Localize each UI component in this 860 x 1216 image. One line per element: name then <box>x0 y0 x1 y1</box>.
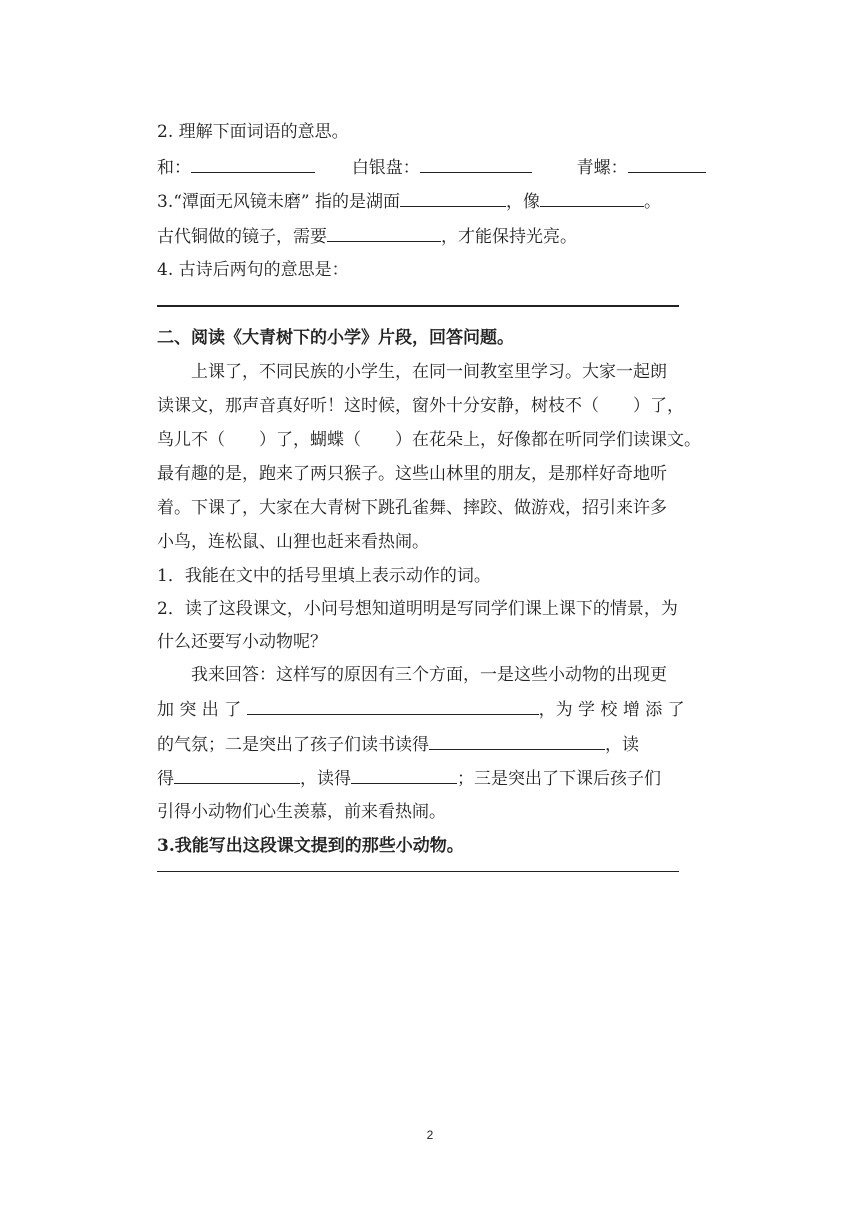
answer-blank-1[interactable] <box>247 697 539 715</box>
q2-title: 2. 理解下面词语的意思。 <box>157 122 349 142</box>
answer-line-5: 引得小动物们心生羡慕，前来看热闹。 <box>157 802 446 822</box>
q3-text-c: 。 <box>644 192 662 212</box>
answer-text-g: ；三是突出了下课后孩子们 <box>457 769 661 789</box>
q4-answer-rule[interactable] <box>157 305 679 307</box>
section2-title: 二、阅读《大青树下的小学》片段，回答问题。 <box>157 328 514 348</box>
passage-line-3: 鸟儿不（ ）了，蝴蝶（ ）在花朵上，好像都在听同学们读课文。 <box>157 430 701 450</box>
passage-line-2: 读课文，那声音真好听！这时候，窗外十分安静，树枝不（ ）了， <box>157 396 684 416</box>
q3-blank-2[interactable] <box>540 189 644 207</box>
answer-text-1: 我来回答：这样写的原因有三个方面，一是这些小动物的出现更 <box>191 665 667 685</box>
section2-q1: 1．我能在文中的括号里填上表示动作的词。 <box>157 566 491 586</box>
answer-line-2 <box>157 697 685 722</box>
answer-blank-2[interactable] <box>429 732 605 750</box>
answer-line-4 <box>157 766 679 791</box>
passage-line-5: 着。下课了，大家在大青树下跳孔雀舞、摔跤、做游戏，招引来许多 <box>157 498 667 518</box>
q3-text-b: ，像 <box>506 192 541 212</box>
q3-text-a: 3.“潭面无风镜未磨” 指的是湖面 <box>157 192 401 212</box>
passage-text: 上课了，不同民族的小学生，在同一间教室里学习。大家一起朗 <box>191 362 667 382</box>
q2-words-row <box>157 155 679 180</box>
q3-text-e: ，才能保持光亮。 <box>441 227 577 247</box>
q2-word1-blank[interactable] <box>191 155 315 173</box>
answer-text-d: ，读 <box>605 735 639 755</box>
answer-line-1 <box>157 663 679 687</box>
section2-q2-line2: 什么还要写小动物呢？ <box>157 632 327 652</box>
section2-q2-line1: 2．读了这段课文，小问号想知道明明是写同学们课上课下的情景，为 <box>157 599 678 619</box>
section2-q3 <box>157 834 679 858</box>
passage-line-1 <box>157 360 679 384</box>
q3-line1 <box>157 189 679 214</box>
q3-line2 <box>157 224 679 249</box>
section2-q3-text: 3.我能写出这段课文提到的那些小动物。 <box>157 836 464 856</box>
answer-text-b: ，为 学 校 增 添 了 <box>538 700 685 720</box>
page-number: 2 <box>426 1128 434 1142</box>
answer-text-c: 的气氛；二是突出了孩子们读书读得 <box>157 735 429 755</box>
answer-blank-3[interactable] <box>174 766 300 784</box>
passage-line-4: 最有趣的是，跑来了两只猴子。这些山林里的朋友，是那样好奇地听 <box>157 464 667 484</box>
q3-blank-1[interactable] <box>400 189 506 207</box>
passage-line-6: 小鸟，连松鼠、山狸也赶来看热闹。 <box>157 532 429 552</box>
q4-title: 4. 古诗后两句的意思是： <box>157 260 349 280</box>
answer-line-3 <box>157 732 679 757</box>
q2-word3-label: 青螺： <box>576 158 628 178</box>
answer-text-f: ，读得 <box>300 769 351 789</box>
answer-text-a: 加 突 出 了 <box>157 700 242 720</box>
q3-answer-rule[interactable] <box>157 871 679 872</box>
q2-word2-blank[interactable] <box>420 155 532 173</box>
q2-word1-label: 和： <box>157 158 191 178</box>
q2-word3-blank[interactable] <box>628 155 706 173</box>
q3-text-d: 古代铜做的镜子，需要 <box>157 227 327 247</box>
q3-blank-3[interactable] <box>327 224 441 242</box>
q2-word2-label: 白银盘： <box>351 158 420 178</box>
answer-text-e: 得 <box>157 769 174 789</box>
answer-blank-4[interactable] <box>351 766 457 784</box>
